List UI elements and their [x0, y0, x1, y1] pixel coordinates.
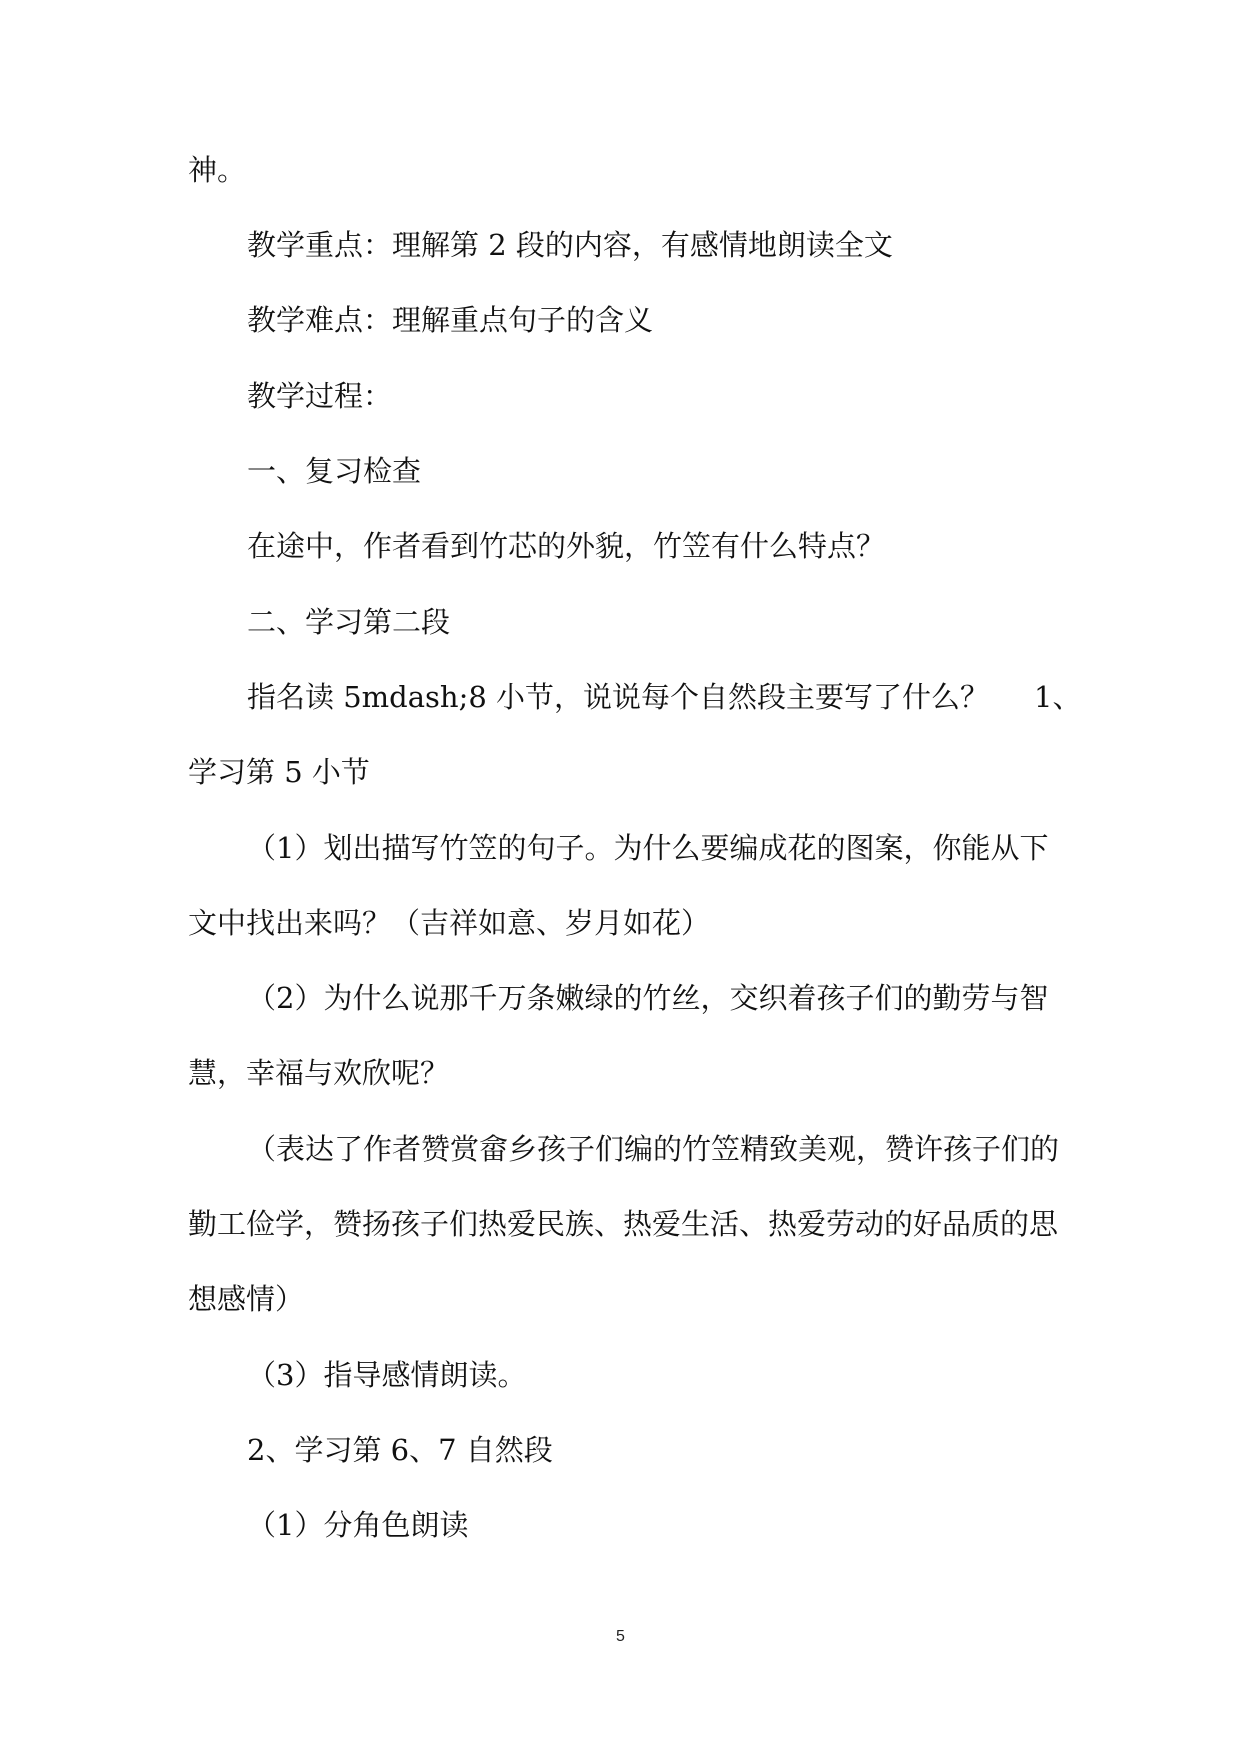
text-line: 2、学习第 6、7 自然段 — [247, 1433, 553, 1467]
text-line: 慧，幸福与欢欣呢？ — [188, 1056, 450, 1090]
text-line: 指名读 5mdash;8 小节，说说每个自然段主要写了什么？ — [247, 680, 990, 714]
text-line: 学习第 5 小节 — [188, 755, 370, 789]
text-line: 文中找出来吗？（吉祥如意、岁月如花） — [188, 906, 711, 940]
text-line: 神。 — [188, 153, 247, 187]
text-line: 想感情） — [188, 1282, 305, 1316]
section-label: 教学过程： — [247, 379, 393, 413]
text-line: 在途中，作者看到竹芯的外貌，竹笠有什么特点？ — [247, 529, 886, 563]
page-number: 5 — [616, 1628, 625, 1645]
section-heading: 一、复习检查 — [247, 454, 422, 488]
text-line: （2）为什么说那千万条嫩绿的竹丝，交织着孩子们的勤劳与智 — [247, 981, 1049, 1015]
text-line: 勤工俭学，赞扬孩子们热爱民族、热爱生活、热爱劳动的好品质的思 — [188, 1207, 1059, 1241]
text-line: （3）指导感情朗读。 — [247, 1358, 527, 1392]
list-number: 1、 — [1034, 680, 1082, 714]
text-line: 教学重点：理解第 2 段的内容，有感情地朗读全文 — [247, 228, 893, 262]
text-line: （1）分角色朗读 — [247, 1508, 469, 1542]
text-line: （1）划出描写竹笠的句子。为什么要编成花的图案，你能从下 — [247, 831, 1049, 865]
text-line: （表达了作者赞赏畲乡孩子们编的竹笠精致美观，赞许孩子们的 — [247, 1132, 1060, 1166]
text-line: 教学难点：理解重点句子的含义 — [247, 303, 654, 337]
section-heading: 二、学习第二段 — [247, 605, 451, 639]
